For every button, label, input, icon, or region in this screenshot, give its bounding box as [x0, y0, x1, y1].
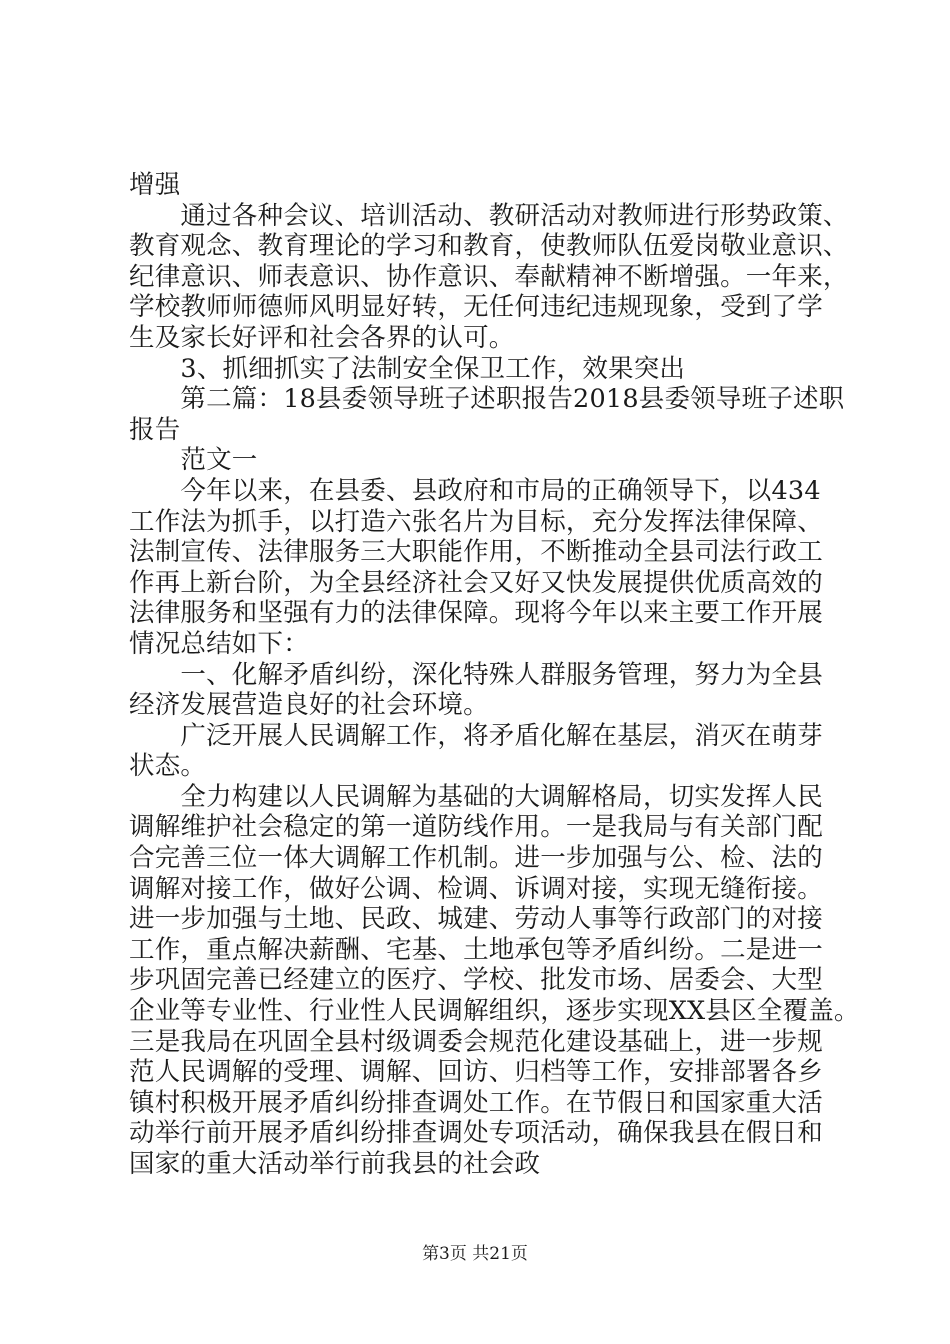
text-line: 动举行前开展矛盾纠纷排查调处专项活动，确保我县在假日和: [129, 1118, 823, 1149]
text-line: 企业等专业性、行业性人民调解组织，逐步实现XX县区全覆盖。: [129, 996, 860, 1027]
text-line: 法律服务和坚强有力的法律保障。现将今年以来主要工作开展: [129, 598, 823, 629]
body-text: [129, 170, 860, 1180]
text-line: 全力构建以人民调解为基础的大调解格局，切实发挥人民: [129, 781, 823, 812]
text-line: 状态。: [129, 751, 207, 782]
text-line: 生及家长好评和社会各界的认可。: [129, 322, 515, 353]
text-line: 调解对接工作，做好公调、检调、诉调对接，实现无缝衔接。: [129, 873, 823, 904]
text-line: 工作法为抓手，以打造六张名片为目标，充分发挥法律保障、: [129, 506, 823, 537]
text-line: 进一步加强与土地、民政、城建、劳动人事等行政部门的对接: [129, 904, 823, 935]
page-footer: 第3页 共21页: [422, 1244, 528, 1264]
text-line: 情况总结如下：: [129, 628, 309, 659]
text-line: 第二篇：18县委领导班子述职报告2018县委领导班子述职: [129, 384, 845, 415]
text-line: 镇村积极开展矛盾纠纷排查调处工作。在节假日和国家重大活: [129, 1087, 823, 1118]
text-line: 合完善三位一体大调解工作机制。进一步加强与公、检、法的: [129, 843, 823, 874]
text-line: 报告: [129, 414, 181, 445]
text-line: 经济发展营造良好的社会环境。: [129, 690, 489, 721]
text-line: 范人民调解的受理、调解、回访、归档等工作，安排部署各乡: [129, 1057, 823, 1088]
text-line: 调解维护社会稳定的第一道防线作用。一是我局与有关部门配: [129, 812, 823, 843]
text-line: 通过各种会议、培训活动、教研活动对教师进行形势政策、: [129, 200, 849, 231]
text-line: 广泛开展人民调解工作，将矛盾化解在基层，消灭在萌芽: [129, 720, 823, 751]
text-line: 3、抓细抓实了法制安全保卫工作，效果突出: [129, 353, 686, 384]
text-line: 纪律意识、师表意识、协作意识、奉献精神不断增强。一年来，: [129, 261, 849, 292]
text-line: 工作，重点解决薪酬、宅基、土地承包等矛盾纠纷。二是进一: [129, 934, 823, 965]
text-line: 作再上新台阶，为全县经济社会又好又快发展提供优质高效的: [129, 567, 823, 598]
text-line: 步巩固完善已经建立的医疗、学校、批发市场、居委会、大型: [129, 965, 823, 996]
text-line: 增强: [129, 170, 181, 200]
text-line: 三是我局在巩固全县村级调委会规范化建设基础上，进一步规: [129, 1026, 823, 1057]
text-line: 学校教师师德师风明显好转，无任何违纪违规现象，受到了学: [129, 292, 823, 323]
text-line: 范文一: [129, 445, 258, 476]
text-line: 法制宣传、法律服务三大职能作用，不断推动全县司法行政工: [129, 537, 823, 568]
text-line: 国家的重大活动举行前我县的社会政: [129, 1149, 541, 1179]
text-line: 今年以来，在县委、县政府和市局的正确领导下，以434: [129, 475, 821, 506]
text-line: 教育观念、教育理论的学习和教育，使教师队伍爱岗敬业意识、: [129, 231, 849, 262]
text-line: 一、化解矛盾纠纷，深化特殊人群服务管理，努力为全县: [129, 659, 823, 690]
